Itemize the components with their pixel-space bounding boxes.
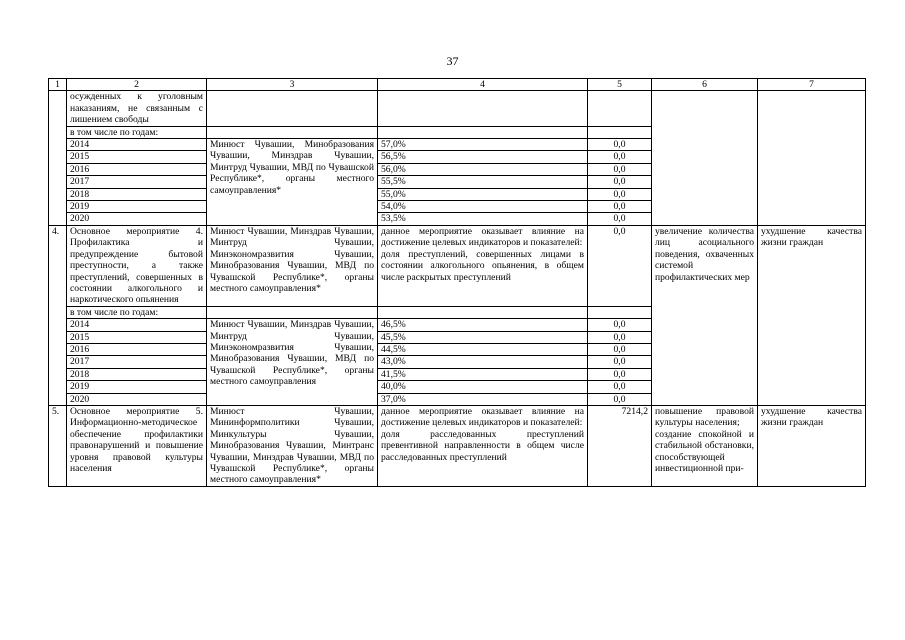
indicator-value: 53,5%: [378, 213, 588, 225]
indicator-value: 41,5%: [378, 368, 588, 380]
funding-value: 0,0: [588, 393, 652, 405]
funding-value: 0,0: [588, 188, 652, 200]
header-col-5: 5: [588, 79, 652, 91]
executors-cell: [207, 91, 378, 126]
year-cell: 2014: [67, 319, 207, 331]
funding-value: 0,0: [588, 151, 652, 163]
indicator-text-2: доля преступлений, совершенных лицами в состоянии алкогольного опьянения, в общем числе раскрытых преступлений: [381, 248, 584, 283]
indicator-value: 55,0%: [378, 188, 588, 200]
indicator-value: 55,5%: [378, 176, 588, 188]
indicator-value: 44,5%: [378, 343, 588, 355]
year-cell: 2017: [67, 356, 207, 368]
indicator-value: 56,5%: [378, 151, 588, 163]
executors-cell: Минюст Чувашии, Мининформполитики Чувашии, Минкультуры Чувашии, Минобразования Чувашии, Минтранс Чувашии, Минздрав Чувашии, МВД по Чувашской Республике*, органы местного самоуправления*: [207, 405, 378, 486]
indicator-value: 54,0%: [378, 201, 588, 213]
funding-cell: [588, 126, 652, 138]
indicator-cell: [378, 91, 588, 126]
header-col-7: 7: [758, 79, 866, 91]
funding-value: 0,0: [588, 356, 652, 368]
funding-value: 0,0: [588, 319, 652, 331]
result-text: повышение правовой культуры населения;: [655, 405, 754, 429]
indicator-value: 43,0%: [378, 356, 588, 368]
executors-cell: [207, 306, 378, 318]
measure-name: Основное мероприятие 5. Информационно-методическое обеспечение профилактики правонарушений и повышение уровня правовой культуры населения: [67, 405, 207, 486]
indicator-text: данное мероприятие оказывает влияние на достижение целевых индикаторов и показателей:: [381, 405, 584, 429]
funding-value: 0,0: [588, 381, 652, 393]
year-cell: 2020: [67, 213, 207, 225]
measure-name: Основное мероприятие 4. Профилактика и предупреждение бытовой преступности, а также преступлений, совершенных в состоянии алкогольного и наркотического опьянения: [67, 225, 207, 306]
indicator-cell: [378, 405, 588, 486]
header-col-6: 6: [652, 79, 758, 91]
consequence-cell: ухудшение качества жизни граждан: [758, 225, 866, 405]
executors-cell: [207, 126, 378, 138]
header-col-1: 1: [49, 79, 67, 91]
indicator-text: данное мероприятие оказывает влияние на достижение целевых индикаторов и показателей:: [381, 225, 584, 249]
funding-value: 0,0: [588, 368, 652, 380]
header-col-4: 4: [378, 79, 588, 91]
result-cell: [652, 91, 758, 225]
funding-value: 0,0: [588, 201, 652, 213]
table-row: [49, 91, 866, 126]
funding-cell: [588, 91, 652, 126]
funding-value: 0,0: [588, 213, 652, 225]
header-col-2: 2: [67, 79, 207, 91]
indicator-value: 37,0%: [378, 393, 588, 405]
row-number-cell: [49, 91, 67, 225]
executors-cell: Минюст Чувашии, Минздрав Чувашии, Минтруд Чувашии, Минэкономразвития Чувашии, Минобразования Чувашии, МВД по Чувашской Республике*, органы местного самоуправления*: [207, 225, 378, 306]
year-cell: 2015: [67, 151, 207, 163]
indicator-value: 46,5%: [378, 319, 588, 331]
header-col-3: 3: [207, 79, 378, 91]
funding-value: 0,0: [588, 176, 652, 188]
result-cell: увеличение количества лиц асоциального поведения, охваченных системой профилактических мер: [652, 225, 758, 405]
row-number-cell: 5.: [49, 405, 67, 486]
consequence-cell: [758, 91, 866, 225]
indicator-cell: [378, 306, 588, 318]
years-label: в том числе по годам:: [67, 306, 207, 318]
program-table: [48, 78, 866, 487]
executors-years: Минюст Чувашии, Минобразования Чувашии, Минздрав Чувашии, Минтруд Чувашии, МВД по Чувашской Республике*, органы местного самоуправления*: [207, 139, 378, 226]
indicator-text-2: доля расследованных преступлений превентивной направленности в общем числе расследованных преступлений: [381, 428, 584, 463]
year-cell: 2014: [67, 139, 207, 151]
funding-value: 7214,2: [588, 405, 652, 486]
table-row: [49, 225, 866, 306]
year-cell: 2018: [67, 368, 207, 380]
consequence-cell: ухудшение качества жизни граждан: [758, 405, 866, 486]
header-row: [49, 79, 866, 91]
indicator-value: 57,0%: [378, 139, 588, 151]
funding-value: 0,0: [588, 163, 652, 175]
year-cell: 2020: [67, 393, 207, 405]
years-label: в том числе по годам:: [67, 126, 207, 138]
funding-value: 0,0: [588, 139, 652, 151]
funding-value: 0,0: [588, 343, 652, 355]
measure-name: осужденных к уголовным наказаниям, не связанным с лишением свободы: [67, 91, 207, 126]
result-cell: [652, 405, 758, 486]
funding-value: 0,0: [588, 331, 652, 343]
year-cell: 2019: [67, 381, 207, 393]
year-cell: 2018: [67, 188, 207, 200]
indicator-cell: [378, 126, 588, 138]
result-text-2: создание спокойной и стабильной обстановки, способствующей инвестиционной при-: [655, 428, 754, 474]
indicator-value: 40,0%: [378, 381, 588, 393]
indicator-value: 45,5%: [378, 331, 588, 343]
indicator-value: 56,0%: [378, 163, 588, 175]
executors-years: Минюст Чувашии, Минздрав Чувашии, Минтруд Чувашии, Минэкономразвития Чувашии, Минобразования Чувашии, МВД по Чувашской Республике*, органы местного самоуправления: [207, 319, 378, 406]
funding-cell: [588, 306, 652, 318]
year-cell: 2016: [67, 163, 207, 175]
funding-value: 0,0: [588, 225, 652, 306]
year-cell: 2016: [67, 343, 207, 355]
row-number-cell: 4.: [49, 225, 67, 405]
year-cell: 2017: [67, 176, 207, 188]
indicator-cell: [378, 225, 588, 306]
table-row: [49, 405, 866, 486]
year-cell: 2015: [67, 331, 207, 343]
page-number: 37: [446, 54, 459, 68]
year-cell: 2019: [67, 201, 207, 213]
